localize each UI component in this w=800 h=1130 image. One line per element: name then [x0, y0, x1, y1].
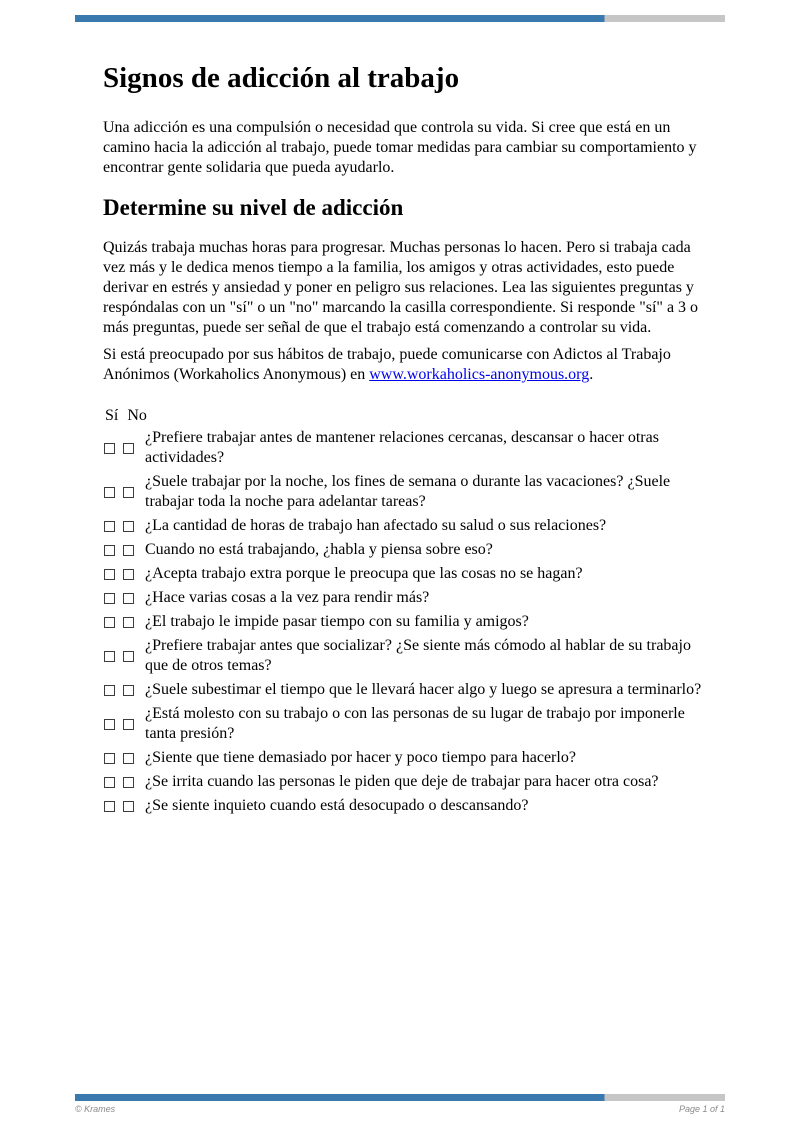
question-text: ¿Acepta trabajo extra porque le preocupa que las cosas no se hagan?: [145, 565, 583, 582]
footer-text-row: [75, 1104, 725, 1115]
question-text: ¿Suele trabajar por la noche, los fines de semana o durante las vacaciones? ¿Suele trabajar toda la noche para adelantar tareas?: [145, 473, 671, 510]
no-column-label: No: [127, 407, 147, 424]
checklist-row: [103, 472, 707, 512]
yes-column-label: Sí: [105, 407, 119, 424]
no-checkbox[interactable]: [123, 487, 134, 498]
yes-checkbox[interactable]: [104, 777, 115, 788]
checklist-row: [103, 772, 707, 792]
question-text: ¿Prefiere trabajar antes que socializar? ¿Se siente más cómodo al hablar de su trabajo que de otros temas?: [145, 637, 691, 674]
no-checkbox[interactable]: [123, 651, 134, 662]
checklist-row: [103, 748, 707, 768]
yes-checkbox[interactable]: [104, 545, 115, 556]
question-text: ¿Siente que tiene demasiado por hacer y poco tiempo para hacerlo?: [145, 749, 576, 766]
no-checkbox[interactable]: [123, 593, 134, 604]
checklist-row: [103, 428, 707, 468]
yes-checkbox[interactable]: [104, 443, 115, 454]
no-checkbox[interactable]: [123, 753, 134, 764]
yes-checkbox[interactable]: [104, 753, 115, 764]
no-checkbox[interactable]: [123, 777, 134, 788]
page-footer: [75, 1094, 725, 1115]
yes-checkbox[interactable]: [104, 719, 115, 730]
footer-rule: [75, 1094, 725, 1101]
header-rule: [75, 15, 725, 22]
yes-checkbox[interactable]: [104, 487, 115, 498]
section-paragraph: Quizás trabaja muchas horas para progresar. Muchas personas lo hacen. Pero si trabaja cada vez más y le dedica menos tiempo a la familia, los amigos y otras actividades, esto puede derivar en estrés y ansiedad y poner en peligro sus relaciones. Lea las siguientes preguntas y respóndalas con un "sí" o un "no" marcando la casilla correspondiente. Si responde "sí" a 3 o más preguntas, puede ser señal de que el trabajo está comenzando a controlar su vida.: [103, 239, 699, 336]
question-text: ¿La cantidad de horas de trabajo han afectado su salud o sus relaciones?: [145, 517, 607, 534]
section-heading: Determine su nivel de adicción: [103, 195, 404, 220]
no-checkbox[interactable]: [123, 719, 134, 730]
yes-checkbox[interactable]: [104, 521, 115, 532]
checklist-row: [103, 564, 707, 584]
question-text: ¿Se siente inquieto cuando está desocupado o descansando?: [145, 797, 529, 814]
checklist: [103, 428, 707, 816]
checklist-row: [103, 588, 707, 608]
no-checkbox[interactable]: [123, 685, 134, 696]
checklist-row: [103, 516, 707, 536]
question-text: ¿Prefiere trabajar antes de mantener relaciones cercanas, descansar o hacer otras actividades?: [145, 429, 659, 466]
question-text: ¿Está molesto con su trabajo o con las personas de su lugar de trabajo por imponerle tanta presión?: [145, 705, 685, 742]
contact-suffix: .: [589, 366, 594, 383]
checklist-row: [103, 796, 707, 816]
no-checkbox[interactable]: [123, 569, 134, 580]
checklist-row: [103, 540, 707, 560]
yes-checkbox[interactable]: [104, 651, 115, 662]
yes-checkbox[interactable]: [104, 593, 115, 604]
checklist-column-header: [103, 406, 707, 426]
no-checkbox[interactable]: [123, 801, 134, 812]
yes-checkbox[interactable]: [104, 617, 115, 628]
checklist-row: [103, 704, 707, 744]
no-checkbox[interactable]: [123, 617, 134, 628]
intro-paragraph: Una adicción es una compulsión o necesidad que controla su vida. Si cree que está en un camino hacia la adicción al trabajo, puede tomar medidas para cambiar su comportamiento y encontrar gente solidaria que pueda ayudarlo.: [103, 119, 697, 176]
page-number: Page 1 of 1: [678, 1104, 725, 1114]
question-text: Cuando no está trabajando, ¿habla y piensa sobre eso?: [145, 541, 493, 558]
question-text: ¿Se irrita cuando las personas le piden que deje de trabajar para hacer otra cosa?: [145, 773, 659, 790]
no-checkbox[interactable]: [123, 521, 134, 532]
no-checkbox[interactable]: [123, 545, 134, 556]
copyright-text: © Krames: [75, 1104, 116, 1114]
page-title: Signos de adicción al trabajo: [103, 62, 460, 94]
question-text: ¿Suele subestimar el tiempo que le llevará hacer algo y luego se apresura a terminarlo?: [145, 681, 702, 698]
no-checkbox[interactable]: [123, 443, 134, 454]
contact-text: Si está preocupado por sus hábitos de trabajo, puede comunicarse con Adictos al Trabajo Anónimos (Workaholics Anonymous) en: [103, 346, 671, 383]
question-text: ¿Hace varias cosas a la vez para rendir más?: [145, 589, 430, 606]
checklist-row: [103, 680, 707, 700]
yes-checkbox[interactable]: [104, 569, 115, 580]
yes-checkbox[interactable]: [104, 685, 115, 696]
workaholics-anonymous-link[interactable]: www.workaholics-anonymous.org: [369, 366, 590, 383]
question-text: ¿El trabajo le impide pasar tiempo con su familia y amigos?: [145, 613, 529, 630]
document-body: [103, 62, 707, 820]
checklist-row: [103, 636, 707, 676]
yes-checkbox[interactable]: [104, 801, 115, 812]
contact-paragraph: [103, 345, 707, 385]
checklist-row: [103, 612, 707, 632]
